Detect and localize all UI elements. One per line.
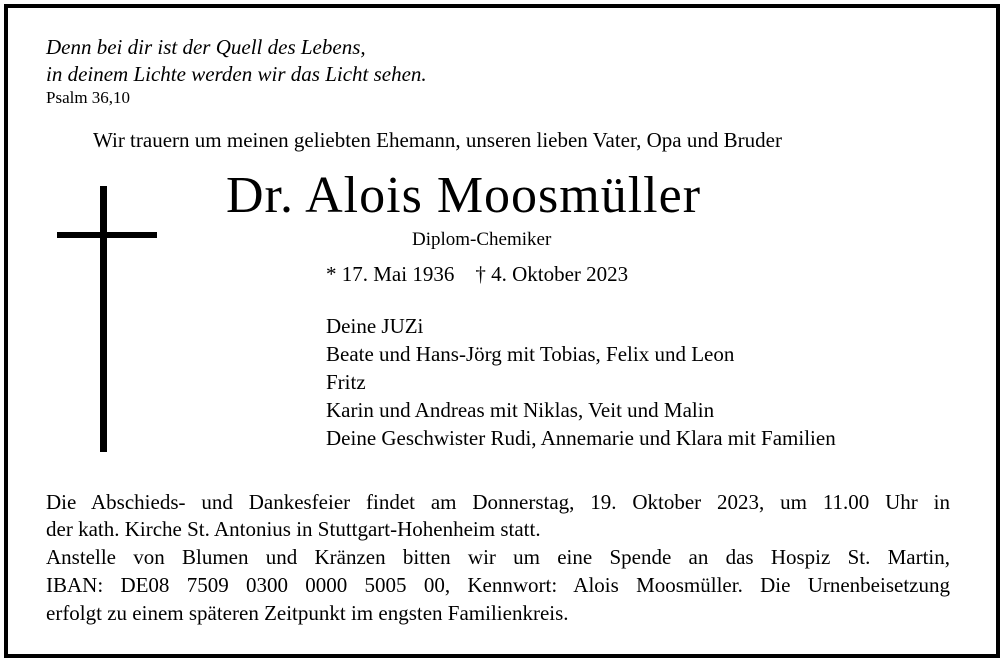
intro-text: Wir trauern um meinen geliebten Ehemann, unseren lieben Vater, Opa und Bruder — [93, 128, 782, 152]
donation-notice-line-1: Anstelle von Blumen und Kränzen bitten wir um eine Spende an das Hospiz St. Martin, — [46, 545, 950, 569]
mourner-line: Karin und Andreas mit Niklas, Veit und Malin — [326, 398, 715, 422]
mourner-line: Fritz — [326, 370, 366, 394]
bible-quote-line-2: in deinem Lichte werden wir das Licht sehen. — [46, 62, 427, 86]
ceremony-notice-line-2: der kath. Kirche St. Antonius in Stuttgart-Hohenheim statt. — [46, 517, 541, 541]
deceased-name: Dr. Alois Moosmüller — [226, 167, 702, 224]
burial-notice-line: erfolgt zu einem späteren Zeitpunkt im engsten Familienkreis. — [46, 601, 569, 625]
cross-icon — [100, 186, 107, 452]
mourner-line: Beate und Hans-Jörg mit Tobias, Felix und Leon — [326, 342, 735, 366]
ceremony-notice-line-1: Die Abschieds- und Dankesfeier findet am Donnerstag, 19. Oktober 2023, um 11.00 Uhr in — [46, 490, 950, 514]
mourner-line: Deine Geschwister Rudi, Annemarie und Klara mit Familien — [326, 426, 836, 450]
bible-quote-line-1: Denn bei dir ist der Quell des Lebens, — [46, 35, 366, 59]
donation-notice-line-2: IBAN: DE08 7509 0300 0000 5005 00, Kennwort: Alois Moosmüller. Die Urnenbeisetzung — [46, 573, 950, 597]
mourner-line: Deine JUZi — [326, 314, 424, 338]
deceased-profession: Diplom-Chemiker — [412, 229, 552, 250]
deceased-dates: * 17. Mai 1936 † 4. Oktober 2023 — [326, 262, 629, 286]
bible-quote-source: Psalm 36,10 — [46, 88, 131, 107]
cross-icon-bar — [57, 232, 157, 238]
